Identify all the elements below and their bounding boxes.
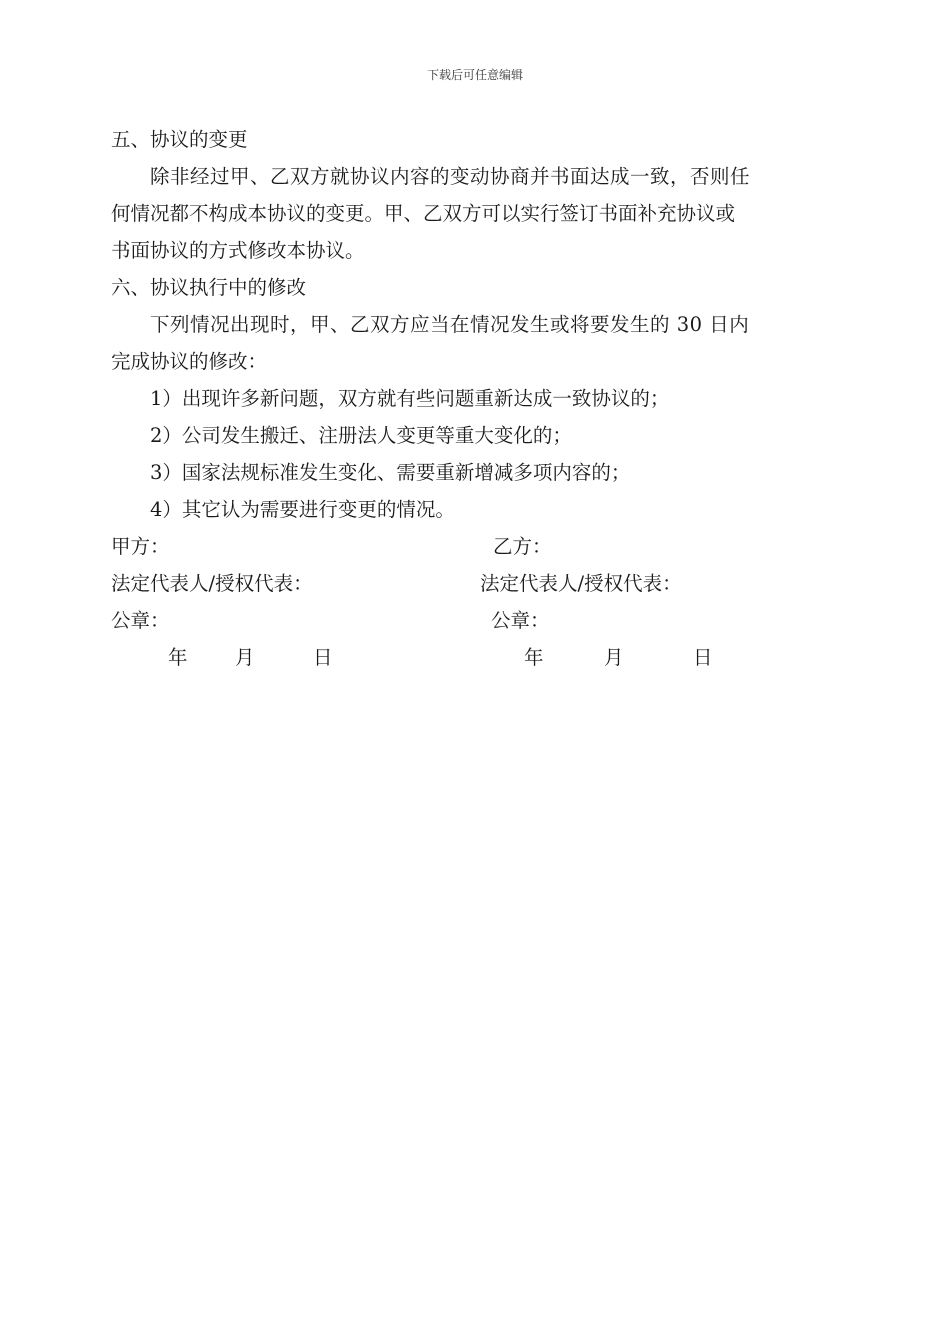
date-a-month: 月 [235, 646, 255, 669]
party-a-label: 甲方： [111, 535, 170, 558]
list-item: 1）出现许多新问题，双方就有些问题重新达成一致协议的； [150, 387, 670, 410]
section6-paragraph-line-1: 下列情况出现时，甲、乙双方应当在情况发生或将要发生的 30 日内 [150, 313, 750, 336]
date-a-year: 年 [168, 646, 188, 669]
header-note: 下载后可任意编辑 [426, 68, 523, 82]
section5-paragraph-line-1: 除非经过甲、乙双方就协议内容的变动协商并书面达成一致，否则任 [150, 165, 751, 188]
seal-b-label: 公章： [491, 609, 550, 632]
list-item: 3）国家法规标准发生变化、需要重新增减多项内容的； [150, 461, 631, 484]
section5-paragraph-line-3: 书面协议的方式修改本协议。 [111, 239, 365, 262]
section6-heading: 六、协议执行中的修改 [111, 276, 307, 299]
date-b-day: 日 [693, 646, 713, 669]
document-body [111, 121, 833, 676]
section5-paragraph-line-2: 何情况都不构成本协议的变更。甲、乙双方可以实行签订书面补充协议或 [111, 202, 736, 225]
party-row [111, 528, 833, 565]
representative-a-label: 法定代表人/授权代表： [111, 572, 313, 595]
date-a-day: 日 [313, 646, 333, 669]
list-item: 4）其它认为需要进行变更的情况。 [150, 498, 455, 521]
seal-a-label: 公章： [111, 609, 170, 632]
list-item: 2）公司发生搬迁、注册法人变更等重大变化的； [150, 424, 572, 447]
party-b-label: 乙方： [493, 535, 552, 558]
date-b-year: 年 [524, 646, 544, 669]
representative-row [111, 565, 833, 602]
date-b-month: 月 [604, 646, 624, 669]
date-row [111, 639, 833, 676]
section5-heading: 五、协议的变更 [111, 128, 248, 151]
representative-b-label: 法定代表人/授权代表： [480, 572, 682, 595]
section6-paragraph-line-2: 完成协议的修改： [111, 350, 268, 373]
seal-row [111, 602, 833, 639]
